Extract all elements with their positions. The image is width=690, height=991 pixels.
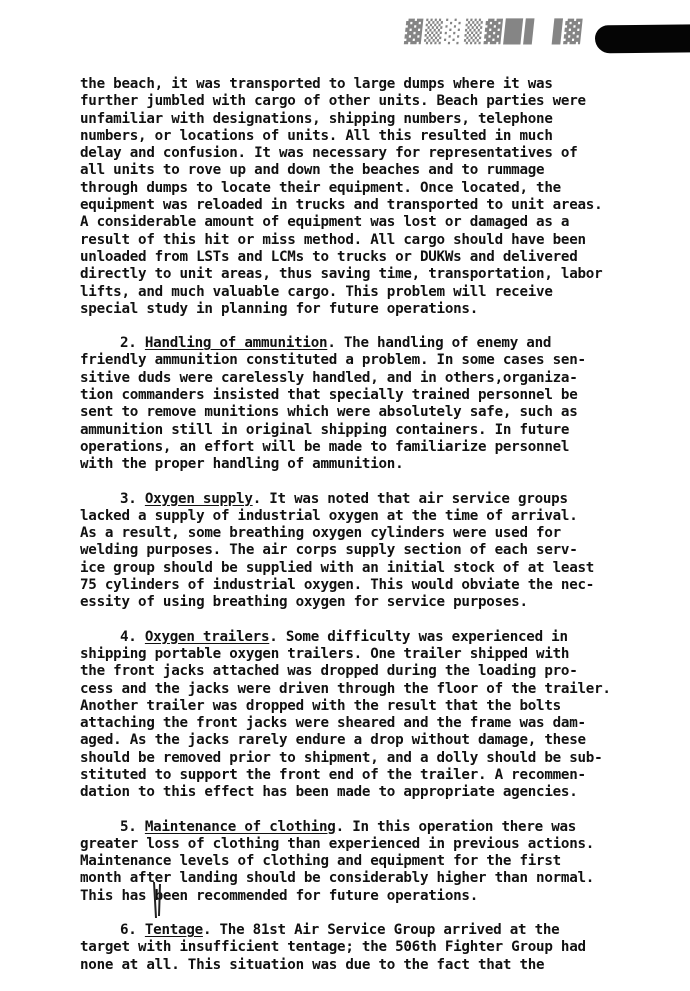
paragraph-4 — [80, 629, 672, 802]
text-line: This has been recommended for future operations. — [80, 887, 478, 904]
text-line: dation to this effect has been made to appropriate agencies. — [80, 784, 578, 801]
text-line: none at all. This situation was due to the fact that the — [80, 956, 545, 973]
text-line — [80, 819, 672, 836]
text-line: sitive duds were carelessly handled, and in others,organiza- — [80, 369, 578, 386]
text-line: through dumps to locate their equipment. Once located, the — [80, 179, 561, 196]
text-line: further jumbled with cargo of other units. Beach parties were — [80, 93, 586, 110]
text-line: shipping portable oxygen trailers. One trailer shipped with — [80, 645, 570, 662]
text-line: Another trailer was dropped with the result that the bolts — [80, 697, 561, 714]
section-heading: Handling of ammunition — [144, 335, 328, 352]
text-line: the beach, it was transported to large dumps where it was — [80, 76, 553, 92]
section-number: 6. — [120, 922, 137, 939]
text-line: ice group should be supplied with an initial stock of at least — [80, 559, 595, 576]
paragraph-2 — [80, 335, 672, 473]
text-line — [80, 629, 672, 646]
section-heading: Oxygen trailers — [144, 628, 270, 645]
text-line: lifts, and much valuable cargo. This problem will receive — [80, 283, 553, 300]
text-line: unloaded from LSTs and LCMs to trucks or DUKWs and delivered — [80, 248, 578, 265]
text-line: 75 cylinders of industrial oxygen. This would obviate the nec- — [80, 577, 595, 594]
text-line: special study in planning for future operations. — [80, 300, 478, 317]
document-body — [80, 76, 672, 991]
paragraph-5 — [80, 819, 672, 905]
text-line — [80, 922, 672, 939]
stamp-marking: ▓▒░▒▓█▌▐▓ — [403, 20, 586, 45]
paragraph-3 — [80, 491, 672, 612]
text-line: welding purposes. The air corps supply section of each serv- — [80, 542, 578, 559]
text-line: numbers, or locations of units. All this resulted in much — [80, 127, 553, 144]
text-line: friendly ammunition constituted a problem. In some cases sen- — [80, 352, 586, 369]
text-line: the front jacks attached was dropped during the loading pro- — [80, 663, 578, 680]
text-line: essity of using breathing oxygen for service purposes. — [80, 594, 528, 611]
text-line: tion commanders insisted that specially trained personnel be — [80, 387, 578, 404]
section-heading: Tentage — [144, 922, 203, 939]
text-line: month after landing should be considerably higher than normal. — [80, 870, 595, 887]
text-line: sent to remove munitions which were absolutely safe, such as — [80, 404, 578, 421]
text-line — [80, 491, 672, 508]
text-line: with the proper handling of ammunition. — [80, 456, 404, 473]
text-line: . It was noted that air service groups — [252, 490, 568, 507]
text-line: directly to unit areas, thus saving time, transportation, labor — [80, 266, 603, 283]
text-line: A considerable amount of equipment was lost or damaged as a — [80, 214, 570, 231]
redaction-bar — [595, 23, 690, 54]
text-line: target with insufficient tentage; the 506th Fighter Group had — [80, 939, 586, 956]
section-number: 4. — [120, 628, 137, 645]
text-line — [80, 335, 672, 352]
text-line: As a result, some breathing oxygen cylinders were used for — [80, 525, 561, 542]
text-line: Maintenance levels of clothing and equipment for the first — [80, 853, 561, 870]
text-line: operations, an effort will be made to familiarize personnel — [80, 438, 570, 455]
text-line: lacked a supply of industrial oxygen at the time of arrival. — [80, 507, 578, 524]
paragraph-6 — [80, 922, 672, 974]
text-line: equipment was reloaded in trucks and transported to unit areas. — [80, 197, 603, 214]
text-line: . The handling of enemy and — [327, 335, 552, 352]
text-line: . Some difficulty was experienced in — [269, 628, 568, 645]
section-number: 3. — [120, 490, 137, 507]
text-line: delay and confusion. It was necessary for representatives of — [80, 145, 578, 162]
section-number: 2. — [120, 335, 137, 352]
section-heading: Oxygen supply — [144, 490, 253, 507]
section-heading: Maintenance of clothing — [144, 818, 336, 835]
text-line: should be removed prior to shipment, and a dolly should be sub- — [80, 749, 603, 766]
text-line: ammunition still in original shipping containers. In future — [80, 421, 570, 438]
text-line: . The 81st Air Service Group arrived at the — [202, 922, 560, 939]
text-line: cess and the jacks were driven through the floor of the trailer. — [80, 680, 611, 697]
text-line: aged. As the jacks rarely endure a drop without damage, these — [80, 732, 586, 749]
text-line: . In this operation there was — [335, 818, 577, 835]
paragraph-1 — [80, 76, 672, 318]
text-line: unfamiliar with designations, shipping numbers, telephone — [80, 110, 553, 127]
text-line: result of this hit or miss method. All cargo should have been — [80, 231, 586, 248]
pen-mark-icon — [148, 880, 168, 920]
text-line: attaching the front jacks were sheared and the frame was dam- — [80, 715, 586, 732]
text-line: stituted to support the front end of the trailer. A recommen- — [80, 766, 586, 783]
section-number: 5. — [120, 818, 137, 835]
classification-stamp — [200, 6, 680, 52]
text-line: greater loss of clothing than experienced in previous actions. — [80, 835, 595, 852]
text-line: all units to rove up and down the beaches and to rummage — [80, 162, 545, 179]
